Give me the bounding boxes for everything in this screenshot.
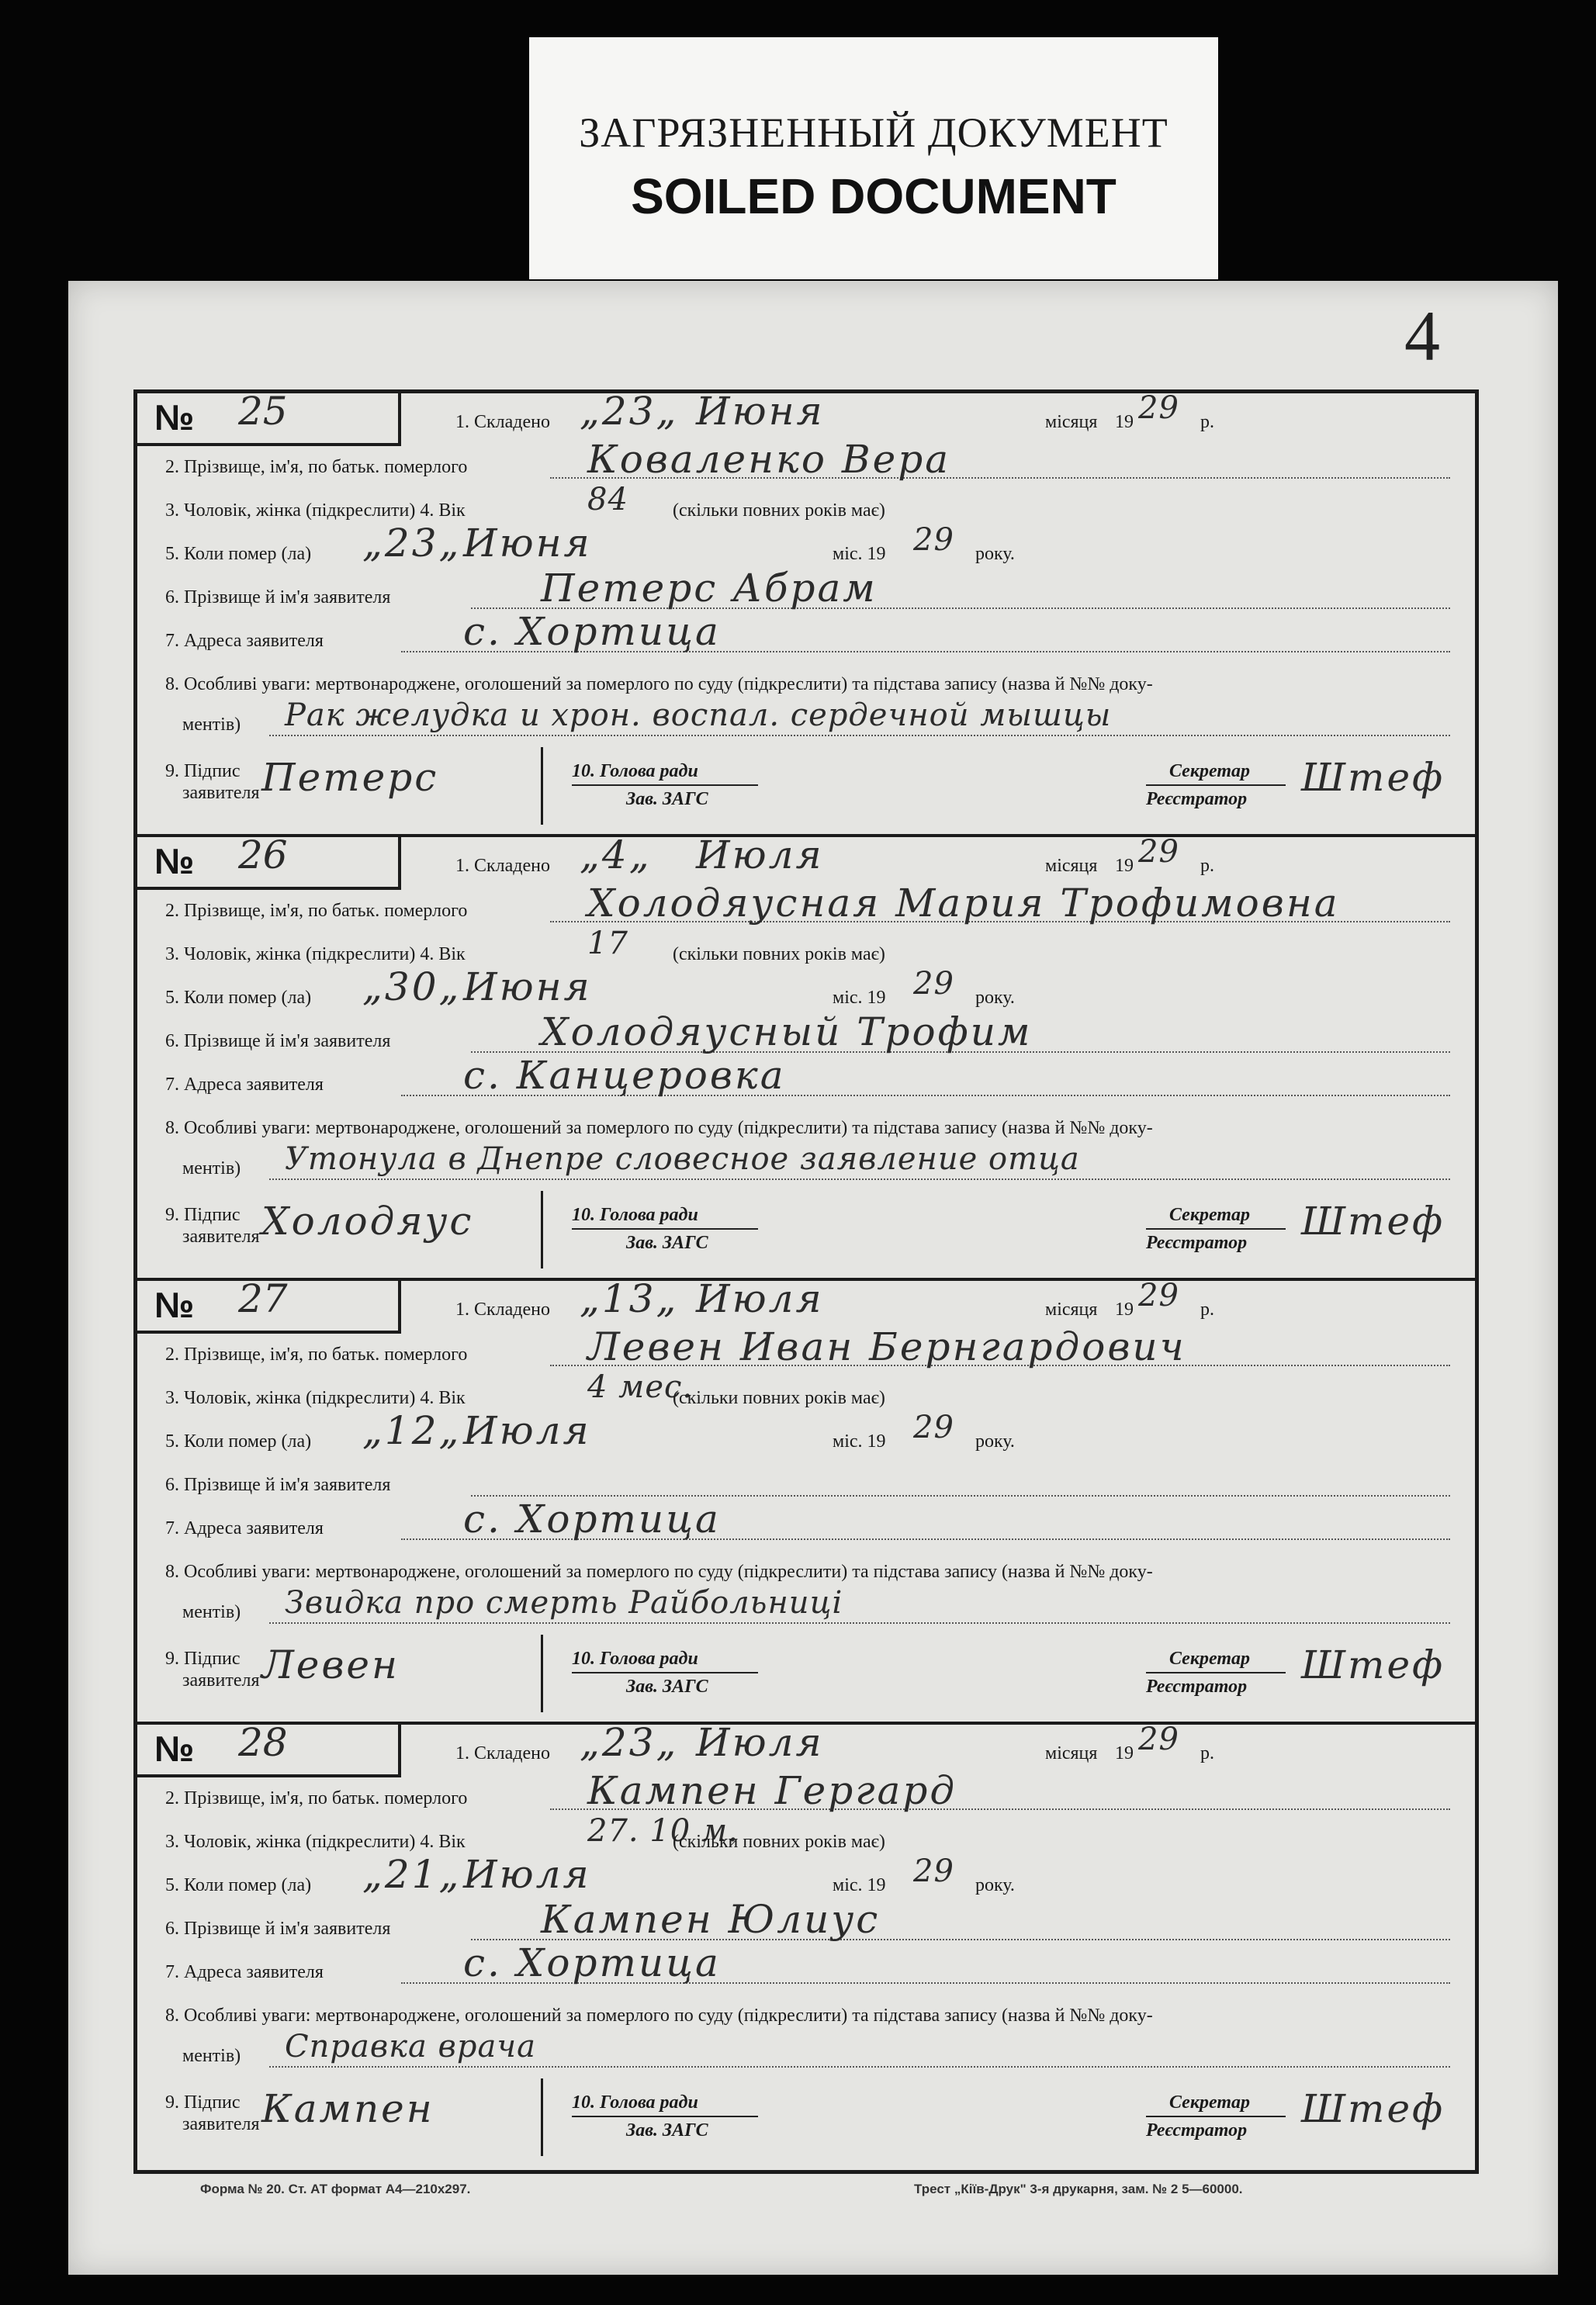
label-council-head: 10. Голова ради — [572, 761, 698, 781]
label-applicant: 6. Прізвище й ім'я заявителя — [165, 1475, 391, 1495]
row-notes — [137, 1988, 1475, 2032]
label-year-suffix: р. — [1200, 1743, 1214, 1763]
label-signature: 9. Підпис — [165, 761, 241, 781]
compiled-day: „23„ — [580, 1720, 679, 1765]
applicant-address: с. Хортица — [463, 1497, 721, 1542]
label-year-prefix: 19 — [1115, 1300, 1134, 1320]
label-death-month-year: міс. 19 — [833, 1431, 886, 1452]
death-year: 29 — [913, 522, 954, 558]
label-year-word: року. — [975, 1431, 1015, 1452]
applicant-signature: Петерс — [261, 755, 439, 800]
row-date-compiled — [137, 1720, 1475, 1771]
label-full-years: (скільки повних років має) — [673, 1388, 885, 1408]
label-address: 7. Адреса заявителя — [165, 1962, 324, 1982]
label-applicant-signature: заявителя — [182, 783, 260, 803]
death-year: 29 — [913, 966, 954, 1002]
row-age — [137, 483, 1475, 527]
label-date-of-death: 5. Коли помер (ла) — [165, 1875, 312, 1895]
death-year: 29 — [913, 1410, 954, 1445]
record-frame — [133, 389, 1479, 2174]
row-address — [137, 1940, 1475, 1988]
row-notes — [137, 657, 1475, 701]
row-notes-docs — [137, 697, 1475, 744]
death-year: 29 — [913, 1853, 954, 1889]
death-month: Июля — [463, 1852, 591, 1897]
label-notes: 8. Особливі уваги: мертвонароджене, оголошений за померлого по суду (підкреслити) та підстава запису (назва й №№ доку- — [165, 674, 1153, 694]
dotted-line — [269, 2066, 1450, 2068]
label-secretary: Секретар — [1169, 761, 1250, 781]
label-registry-head: Зав. ЗАГС — [626, 789, 708, 809]
compiled-year: 29 — [1138, 1278, 1179, 1313]
row-deceased-name — [137, 881, 1475, 927]
label-date-of-death: 5. Коли помер (ла) — [165, 988, 312, 1008]
underline — [572, 2116, 758, 2117]
applicant-address: с. Хортица — [463, 1940, 721, 1985]
column-divider — [541, 1191, 543, 1268]
label-secretary: Секретар — [1169, 2092, 1250, 2113]
dotted-line — [269, 1622, 1450, 1624]
number-sign: № — [154, 841, 195, 881]
death-day: „30„ — [362, 964, 462, 1009]
label-deceased: 2. Прізвище, ім'я, по батьк. померлого — [165, 1345, 468, 1365]
label-compiled: 1. Складено — [455, 412, 551, 432]
number-sign: № — [154, 1729, 195, 1769]
compiled-month: Июня — [696, 389, 825, 434]
registrar-signature: Штеф — [1301, 755, 1445, 800]
row-applicant — [137, 1897, 1475, 1945]
death-day: „23„ — [362, 521, 462, 566]
deceased-age: 17 — [587, 926, 628, 961]
label-year-prefix: 19 — [1115, 412, 1134, 432]
row-address — [137, 609, 1475, 657]
deceased-age: 4 мес. — [587, 1369, 694, 1405]
compiled-day: „4„ — [580, 832, 652, 877]
column-divider — [541, 1635, 543, 1712]
notes-text: Утонула в Днепре словесное заявление отца — [285, 1141, 1080, 1177]
label-notes: 8. Особливі уваги: мертвонароджене, оголошений за померлого по суду (підкреслити) та підстава запису (назва й №№ доку- — [165, 2006, 1153, 2026]
stamp-text-en: SOILED DOCUMENT — [631, 168, 1117, 224]
label-deceased: 2. Прізвище, ім'я, по батьк. померлого — [165, 1788, 468, 1808]
row-age — [137, 1371, 1475, 1414]
label-signature: 9. Підпис — [165, 1649, 241, 1669]
row-deceased-name — [137, 437, 1475, 483]
applicant-signature: Холодяус — [261, 1199, 474, 1244]
registrar-signature: Штеф — [1301, 1199, 1445, 1244]
label-notes: 8. Особливі уваги: мертвонароджене, оголошений за померлого по суду (підкреслити) та підстава запису (назва й №№ доку- — [165, 1562, 1153, 1582]
label-applicant: 6. Прізвище й ім'я заявителя — [165, 1919, 391, 1939]
record-number: 28 — [238, 1720, 288, 1765]
label-registry-head: Зав. ЗАГС — [626, 1233, 708, 1253]
registrar-signature: Штеф — [1301, 2086, 1445, 2131]
label-council-head: 10. Голова ради — [572, 2092, 698, 2113]
label-month: місяця — [1045, 412, 1098, 432]
footer-form: Форма № 20. Ст. АТ формат А4—210х297. — [200, 2182, 471, 2196]
label-year-suffix: р. — [1200, 856, 1214, 876]
compiled-month: Июля — [696, 1276, 824, 1321]
label-registry-head: Зав. ЗАГС — [626, 2120, 708, 2141]
applicant-address: с. Канцеровка — [463, 1053, 786, 1098]
label-signature: 9. Підпис — [165, 2092, 241, 2113]
dotted-line — [269, 1178, 1450, 1180]
compiled-day: „23„ — [580, 389, 679, 434]
label-compiled: 1. Складено — [455, 1300, 551, 1320]
label-death-month-year: міс. 19 — [833, 988, 886, 1008]
label-registrar: Реєстратор — [1146, 1233, 1248, 1253]
label-registry-head: Зав. ЗАГС — [626, 1677, 708, 1697]
label-documents: ментів) — [182, 715, 241, 735]
column-divider — [541, 747, 543, 825]
label-applicant-signature: заявителя — [182, 1670, 260, 1691]
applicant-signature: Кампен — [261, 2086, 434, 2131]
label-applicant-signature: заявителя — [182, 1227, 260, 1247]
notes-text: Справка врача — [285, 2029, 537, 2064]
row-date-of-death — [137, 521, 1475, 570]
deceased-name: Коваленко Вера — [587, 437, 951, 482]
applicant-signature: Левен — [261, 1642, 400, 1687]
underline — [1146, 784, 1286, 786]
row-date-of-death — [137, 1408, 1475, 1458]
row-notes — [137, 1545, 1475, 1588]
applicant-name: Петерс Абрам — [541, 566, 878, 611]
label-year-word: року. — [975, 544, 1015, 564]
column-divider — [541, 2078, 543, 2156]
underline — [1146, 1228, 1286, 1230]
label-date-of-death: 5. Коли помер (ла) — [165, 544, 312, 564]
label-applicant: 6. Прізвище й ім'я заявителя — [165, 587, 391, 607]
row-notes-docs — [137, 2029, 1475, 2075]
label-documents: ментів) — [182, 1602, 241, 1622]
label-full-years: (скільки повних років має) — [673, 944, 885, 964]
label-year-suffix: р. — [1200, 412, 1214, 432]
death-day: „21„ — [362, 1852, 462, 1897]
number-sign: № — [154, 397, 195, 438]
label-death-month-year: міс. 19 — [833, 544, 886, 564]
label-month: місяця — [1045, 1743, 1098, 1763]
compiled-year: 29 — [1138, 390, 1179, 426]
row-applicant — [137, 1458, 1475, 1501]
row-notes-docs — [137, 1141, 1475, 1188]
notes-text: Рак желудка и хрон. воспал. сердечной мышцы — [285, 697, 1112, 733]
label-council-head: 10. Голова ради — [572, 1205, 698, 1225]
death-month: Июня — [463, 521, 592, 566]
entry-separator — [137, 1278, 1475, 1281]
row-date-compiled — [137, 389, 1475, 440]
number-sign: № — [154, 1285, 195, 1325]
stamp-text-ru: ЗАГРЯЗНЕННЫЙ ДОКУМЕНТ — [579, 109, 1168, 156]
label-documents: ментів) — [182, 1158, 241, 1178]
row-date-compiled — [137, 1276, 1475, 1327]
label-secretary: Секретар — [1169, 1205, 1250, 1225]
label-signature: 9. Підпис — [165, 1205, 241, 1225]
label-address: 7. Адреса заявителя — [165, 631, 324, 651]
label-registrar: Реєстратор — [1146, 1677, 1248, 1697]
label-year-word: року. — [975, 1875, 1015, 1895]
applicant-name: Холодяусный Трофим — [541, 1009, 1033, 1054]
row-applicant — [137, 1009, 1475, 1057]
row-address — [137, 1053, 1475, 1101]
label-date-of-death: 5. Коли помер (ла) — [165, 1431, 312, 1452]
label-registrar: Реєстратор — [1146, 2120, 1248, 2141]
row-applicant — [137, 566, 1475, 614]
row-signatures — [137, 747, 1475, 825]
page-number: 4 — [1404, 296, 1440, 376]
label-full-years: (скільки повних років має) — [673, 500, 885, 521]
underline — [1146, 2116, 1286, 2117]
underline — [1146, 1672, 1286, 1673]
row-signatures — [137, 1191, 1475, 1268]
label-sex-age: 3. Чоловік, жінка (підкреслити) 4. Вік — [165, 500, 466, 521]
label-month: місяця — [1045, 856, 1098, 876]
entry-separator — [137, 1722, 1475, 1725]
record-number: 27 — [238, 1276, 288, 1321]
applicant-name: Кампен Юлиус — [541, 1897, 881, 1942]
label-address: 7. Адреса заявителя — [165, 1075, 324, 1095]
deceased-age: 84 — [587, 482, 628, 517]
record-number: 25 — [238, 389, 288, 434]
label-full-years: (скільки повних років має) — [673, 1832, 885, 1852]
deceased-name: Холодяусная Мария Трофимовна — [587, 881, 1340, 926]
record-sheet — [68, 281, 1558, 2275]
label-applicant: 6. Прізвище й ім'я заявителя — [165, 1031, 391, 1051]
death-month: Июля — [463, 1408, 591, 1453]
row-date-of-death — [137, 1852, 1475, 1902]
label-secretary: Секретар — [1169, 1649, 1250, 1669]
label-council-head: 10. Голова ради — [572, 1649, 698, 1669]
row-age — [137, 927, 1475, 971]
underline — [572, 1672, 758, 1673]
deceased-name: Левен Иван Бернгардович — [587, 1324, 1186, 1369]
row-age — [137, 1815, 1475, 1858]
notes-text: Звидка про смерть Райбольниці — [285, 1585, 843, 1621]
label-year-prefix: 19 — [1115, 856, 1134, 876]
soiled-document-label — [529, 37, 1218, 279]
row-notes — [137, 1101, 1475, 1144]
label-death-month-year: міс. 19 — [833, 1875, 886, 1895]
underline — [572, 784, 758, 786]
label-registrar: Реєстратор — [1146, 789, 1248, 809]
label-year-suffix: р. — [1200, 1300, 1214, 1320]
label-deceased: 2. Прізвище, ім'я, по батьк. померлого — [165, 901, 468, 921]
label-sex-age: 3. Чоловік, жінка (підкреслити) 4. Вік — [165, 1832, 466, 1852]
label-sex-age: 3. Чоловік, жінка (підкреслити) 4. Вік — [165, 944, 466, 964]
compiled-month: Июля — [696, 832, 824, 877]
death-day: „12„ — [362, 1408, 462, 1453]
label-applicant-signature: заявителя — [182, 2114, 260, 2134]
dotted-line — [269, 735, 1450, 736]
deceased-name: Кампен Гергард — [587, 1768, 957, 1813]
compiled-year: 29 — [1138, 1722, 1179, 1757]
record-number: 26 — [238, 832, 288, 877]
compiled-day: „13„ — [580, 1276, 679, 1321]
footer-printer: Трест „Кіїв-Друк" 3-я друкарня, зам. № 2 5—60000. — [914, 2182, 1243, 2196]
death-month: Июня — [463, 964, 592, 1009]
label-notes: 8. Особливі уваги: мертвонароджене, оголошений за померлого по суду (підкреслити) та підстава запису (назва й №№ доку- — [165, 1118, 1153, 1138]
underline — [572, 1228, 758, 1230]
label-documents: ментів) — [182, 2046, 241, 2066]
compiled-month: Июля — [696, 1720, 824, 1765]
row-address — [137, 1497, 1475, 1545]
row-notes-docs — [137, 1585, 1475, 1632]
row-deceased-name — [137, 1768, 1475, 1815]
label-deceased: 2. Прізвище, ім'я, по батьк. померлого — [165, 457, 468, 477]
label-year-prefix: 19 — [1115, 1743, 1134, 1763]
compiled-year: 29 — [1138, 834, 1179, 870]
label-year-word: року. — [975, 988, 1015, 1008]
label-compiled: 1. Складено — [455, 856, 551, 876]
label-sex-age: 3. Чоловік, жінка (підкреслити) 4. Вік — [165, 1388, 466, 1408]
deceased-age: 27. 10 м. — [587, 1813, 739, 1849]
label-month: місяця — [1045, 1300, 1098, 1320]
row-date-compiled — [137, 832, 1475, 884]
row-signatures — [137, 2078, 1475, 2156]
row-signatures — [137, 1635, 1475, 1712]
row-date-of-death — [137, 964, 1475, 1014]
applicant-address: с. Хортица — [463, 609, 721, 654]
entry-separator — [137, 834, 1475, 837]
registrar-signature: Штеф — [1301, 1642, 1445, 1687]
row-deceased-name — [137, 1324, 1475, 1371]
label-compiled: 1. Складено — [455, 1743, 551, 1763]
label-address: 7. Адреса заявителя — [165, 1518, 324, 1538]
